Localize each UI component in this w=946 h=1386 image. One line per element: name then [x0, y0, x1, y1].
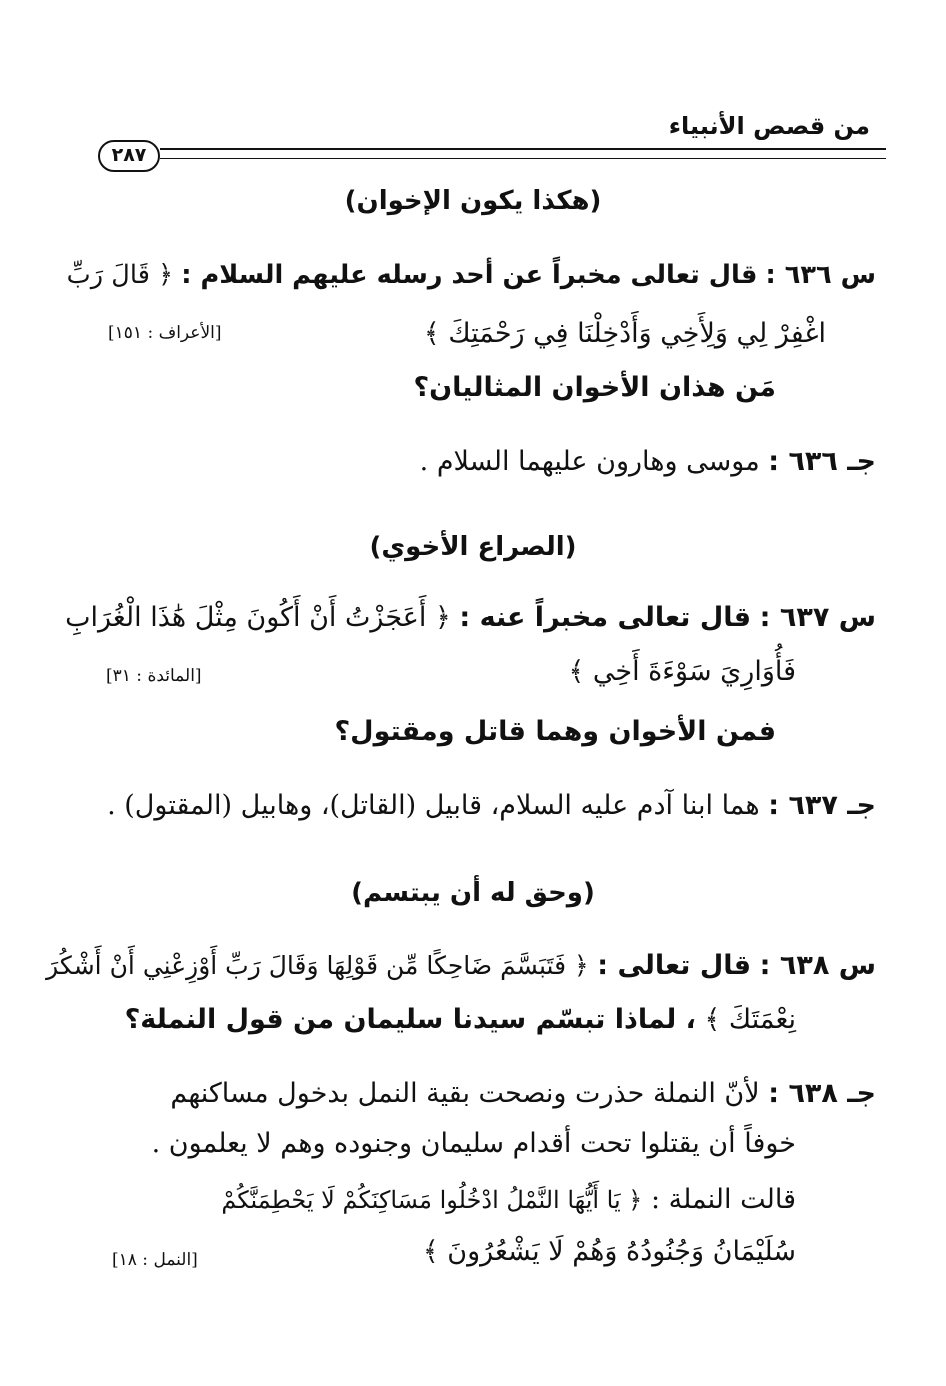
question-line — [65, 602, 876, 633]
answer-text: موسى وهارون عليهما السلام . — [419, 446, 760, 477]
answer-text: هما ابنا آدم عليه السلام، قابيل (القاتل)، وهابيل (المقتول) . — [107, 790, 760, 821]
quran-verse: نِعْمَتَكَ ﴾ — [704, 1004, 796, 1035]
question-label: س ٦٣٦ : — [765, 260, 876, 290]
answer-label: جـ ٦٣٦ : — [768, 446, 876, 477]
quran-verse-line — [424, 318, 826, 349]
quran-verse: فَأُوَارِيَ سَوْءَةَ أَخِي ﴾ — [568, 656, 796, 687]
book-title: من قصص الأنبياء — [668, 112, 870, 140]
answer-line — [107, 790, 876, 821]
answer-line — [420, 446, 876, 477]
verse-reference: [النمل : ١٨] — [112, 1250, 198, 1270]
quran-verse-line — [423, 1236, 796, 1267]
question-text: ، لماذا تبسّم سيدنا سليمان من قول النملة؟ — [124, 1004, 696, 1035]
question-line: مَن هذان الأخوان المثاليان؟ — [413, 372, 776, 403]
quran-verse: ﴿ أَعَجَزْتُ أَنْ أَكُونَ مِثْلَ هَٰذَا الْغُرَابِ — [65, 602, 451, 633]
section-heading: (هكذا يكون الإخوان) — [344, 186, 602, 216]
page-number: ٢٨٧ — [98, 140, 160, 172]
quran-verse: اغْفِرْ لِي وَلِأَخِي وَأَدْخِلْنَا فِي رَحْمَتِكَ ﴾ — [423, 318, 826, 349]
question-line — [125, 1004, 796, 1035]
question-text: قال تعالى مخبراً عن أحد رسله عليهم السلام : — [181, 260, 758, 290]
question-text: قال تعالى مخبراً عنه : — [459, 602, 752, 633]
section-heading: (الصراع الأخوي) — [369, 532, 577, 562]
answer-label: جـ ٦٣٨ : — [768, 1078, 876, 1109]
answer-line: خوفاً أن يقتلوا تحت أقدام سليمان وجنوده وهم لا يعلمون . — [151, 1128, 796, 1159]
answer-line — [221, 1184, 796, 1215]
question-label: س ٦٣٧ : — [759, 602, 876, 633]
verse-reference: [الأعراف : ١٥١] — [108, 323, 222, 343]
quran-verse: سُلَيْمَانُ وَجُنُودُهُ وَهُمْ لَا يَشْعُرُونَ ﴾ — [422, 1236, 796, 1267]
question-text: قال تعالى : — [597, 950, 752, 981]
section-heading: (وحق له أن يبتسم) — [351, 878, 595, 908]
question-line: فمن الأخوان وهما قاتل ومقتول؟ — [334, 716, 776, 747]
answer-label: جـ ٦٣٧ : — [768, 790, 876, 821]
quran-verse: ﴿ يَا أَيُّهَا النَّمْلُ ادْخُلُوا مَسَاكِنَكُمْ لَا يَحْطِمَنَّكُمْ — [221, 1186, 643, 1214]
answer-text: لأنّ النملة حذرت ونصحت بقية النمل بدخول مساكنهم — [170, 1078, 760, 1109]
question-label: س ٦٣٨ : — [759, 950, 876, 981]
question-line — [46, 950, 876, 981]
quran-verse: ﴿ قَالَ رَبِّ — [66, 260, 174, 290]
question-line — [67, 260, 876, 290]
answer-text: قالت النملة : — [650, 1184, 796, 1215]
answer-line — [170, 1078, 876, 1109]
quran-verse: ﴿ فَتَبَسَّمَ ضَاحِكًا مِّن قَوْلِهَا وَقَالَ رَبِّ أَوْزِعْنِي أَنْ أَشْكُرَ — [46, 951, 589, 980]
verse-reference: [المائدة : ٣١] — [106, 666, 202, 686]
quran-verse-line — [568, 656, 796, 687]
header-rule — [160, 148, 886, 159]
